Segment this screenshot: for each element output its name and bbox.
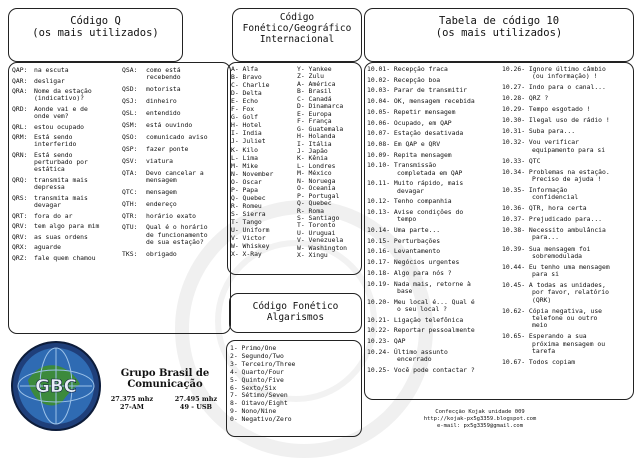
q-code-meaning: comunicado aviso: [146, 132, 208, 141]
number-item: 6- Sexto/Six: [230, 383, 277, 392]
number-item: 2- Segundo/Two: [230, 351, 284, 360]
ten-code-item: 10.35- Informação confidencial: [502, 185, 579, 202]
ten-code-item: 10.01- Recepção fraca: [367, 65, 448, 73]
ten-code-item: 10.04- OK, mensagem recebida: [367, 97, 475, 106]
ten-code-item: 10.37- Prejudicado para...: [502, 215, 603, 224]
q-code: QAP:: [12, 66, 28, 74]
ten-code-item: 10.67- Todos copiam: [502, 357, 576, 366]
q-code: QRS:: [12, 193, 28, 202]
number-item: 3- Terceiro/Three: [230, 359, 296, 368]
phonetic-item: X- X-Ray: [231, 250, 262, 259]
q-code-meaning: obrigado: [146, 249, 177, 258]
q-code-meaning: Aonde vai e de onde vem?: [34, 104, 88, 121]
number-item: 0- Negativo/Zero: [230, 415, 292, 424]
ten-code-item: 10.18- Algo para nós ?: [367, 268, 452, 277]
q-code: QTR:: [122, 211, 138, 220]
q-code: QSM:: [122, 120, 138, 129]
q-code: QTC:: [122, 187, 138, 196]
ten-code-item: 10.38- Necessito ambulância para...: [502, 226, 606, 242]
ten-code-item: 10.15- Perturbações: [367, 236, 441, 245]
phonetic-item: G- Guatemala: [297, 124, 344, 133]
phonetic-item: I- India: [231, 129, 262, 138]
phonetic-item: V- Victor: [231, 234, 266, 243]
ten-code-item: 10.12- Tenho companhia: [367, 197, 452, 206]
q-code-meaning: transmita mais devagar: [34, 193, 88, 210]
ten-code-item: 10.28- QRZ ?: [502, 94, 549, 103]
number-item: 8- Oitavo/Eight: [230, 399, 288, 408]
ten-code-item: 10.20- Meu local é... Qual é o seu local ?: [367, 297, 475, 313]
ten-code-item: 10.25- Você pode contactar ?: [367, 365, 475, 374]
q-code-meaning: endereço: [146, 199, 177, 208]
ten-code-item: 10.02- Recepção boa: [367, 75, 441, 84]
footer-blog-link[interactable]: http://kojak-px5g3359.blogspot.com: [423, 415, 537, 422]
ten-code-item: 10.16- Levantamento: [367, 247, 441, 256]
q-code-meaning: dinheiro: [146, 97, 177, 106]
q-code: QSO:: [122, 132, 138, 141]
phonetic-item: S- Santiago: [297, 214, 340, 222]
q-code-meaning: motorista: [146, 85, 181, 94]
phonetic-item: V- Venezuela: [297, 236, 344, 245]
phonetic-item: T- Tango: [231, 217, 262, 226]
number-item: 7- Sétimo/Seven: [230, 391, 288, 400]
q-code-meaning: na escuta: [34, 66, 69, 74]
ten-code-item: 10.36- QTR, hora certa: [502, 204, 587, 213]
ten-code-item: 10.32- Vou verificar equipamento para si: [502, 138, 606, 154]
footer-author: Confecção Kojak unidade 009: [435, 409, 525, 415]
q-code-meaning: fazer ponte: [146, 144, 189, 153]
ten-code-item: 10.21- Ligação telefônica: [367, 315, 464, 324]
q-code-meaning: aguarde: [34, 243, 61, 252]
ten-code-item: 10.14- Uma parte...: [367, 226, 441, 234]
phonetic-item: K- Kênia: [297, 154, 328, 163]
q-code: QRQ:: [12, 176, 28, 184]
phonetic-item: B- Bravo: [231, 73, 262, 82]
ten-code-item: 10.22- Reportar pessoalmente: [367, 326, 475, 335]
gbc-globe-logo: [10, 340, 102, 432]
phonetic-item: W- Washington: [297, 243, 348, 252]
ten-code-item: 10.33- QTC: [502, 156, 541, 165]
phonetic-item: R- Roma: [297, 206, 324, 215]
ten-code-item: 10.08- Em QAP e QRV: [367, 139, 441, 148]
group-name: Grupo Brasil de Comunicação: [120, 368, 210, 390]
q-code: QSP:: [122, 144, 138, 153]
q-code-meaning: mensagem: [146, 187, 177, 196]
phonetic-item: J- Juliet: [231, 137, 266, 146]
q-code-meaning: Nome da estação (indicativo)?: [34, 87, 92, 103]
phonetic-item: R- Romeu: [231, 201, 262, 210]
ten-code-item: 10.65- Esperando a sua próxima mensagem ou tarefa: [502, 332, 606, 355]
ten-code-item: 10.06- Ocupado, em QAP: [367, 118, 452, 127]
ten-code-item: 10.05- Repetir mensagem: [367, 107, 456, 116]
phonetic-item: L- Londres: [297, 161, 336, 170]
ten-code-item: 10.30- Ilegal uso de rádio !: [502, 116, 610, 125]
q-code: QSL:: [122, 109, 138, 117]
q-code: TKS:: [122, 249, 138, 258]
q-code: QSJ:: [122, 97, 138, 106]
ten-code-item: 10.44- Eu tenho uma mensagem para si: [502, 262, 610, 279]
q-code-meaning: Está sendo perturbado por estática: [34, 150, 88, 174]
ten-code-item: 10.09- Repita mensagem: [367, 150, 452, 159]
phonetic-item: X- Xingu: [297, 251, 328, 260]
number-item: 1- Primo/One: [230, 344, 277, 352]
q-code: QRZ:: [12, 253, 28, 262]
ten-code-item: 10.29- Tempo esgotado !: [502, 105, 591, 114]
footer-email[interactable]: e-mail: px5g3359@gmail.com: [436, 422, 524, 429]
q-code-meaning: Devo cancelar a mensagem: [146, 168, 204, 184]
q-code-meaning: viatura: [146, 156, 173, 165]
q-code: QTU:: [122, 223, 138, 232]
ten-code-item: 10.07- Estação desativada: [367, 129, 464, 138]
q-code: QRV:: [12, 232, 28, 241]
phonetic-item: A- Alfa: [231, 65, 258, 73]
phonetic-item: K- Kilo: [231, 145, 258, 154]
phonetic-item: I- Itália: [297, 139, 332, 148]
q-code: QSD:: [122, 85, 138, 94]
ten-code-item: 10.34- Problemas na estação. Preciso de ajuda !: [502, 167, 610, 183]
numbers-title: Código Fonético Algarismos: [252, 301, 339, 323]
phonetic-item: L- Lima: [231, 153, 258, 162]
ten-code-item: 10.39- Sua mensagem foi sobremodulada: [502, 244, 591, 260]
phonetic-item: T- Toronto: [297, 221, 336, 230]
q-code-meaning: tem algo para mim: [34, 222, 100, 231]
logo-text: GBC: [35, 376, 77, 397]
phonetic-item: E- Echo: [231, 97, 258, 106]
q-code-meaning: está ouvindo: [146, 120, 193, 129]
phonetic-item: F- Fox: [231, 105, 255, 114]
ten-code-item: 10.27- Indo para o canal...: [502, 83, 606, 92]
q-code-meaning: entendido: [146, 109, 181, 117]
number-item: 5- Quinto/Five: [230, 375, 284, 384]
ten-code-item: 10.45- A todas as unidades, por favor, relatório (QRK): [502, 281, 609, 304]
phonetic-item: Z- Zulu: [297, 72, 324, 81]
phonetic-item: D- Dinamarca: [297, 102, 344, 111]
phonetic-item: E- Europa: [297, 109, 332, 118]
phonetic-title: Código Fonético/Geográfico Internacional: [242, 12, 352, 45]
q-code-meaning: fale quem chamou: [34, 253, 96, 262]
q-code-meaning: transmita mais depressa: [34, 176, 88, 192]
ten-code-item: 10.23- QAP: [367, 336, 406, 345]
footer-credits: [380, 409, 580, 429]
ten-code-item: 10.11- Muito rápido, mais devagar: [367, 179, 464, 195]
phonetic-item: G- Golf: [231, 113, 258, 122]
ten-code-item: 10.31- Suba para...: [502, 127, 576, 136]
q-code: QSA:: [122, 66, 138, 74]
q-code-meaning: as suas ordens: [34, 232, 88, 241]
phonetic-item: Q- Quebec: [297, 199, 332, 208]
phonetic-item: C- Charlie: [231, 81, 270, 90]
phonetic-item: N- Noruega: [297, 176, 336, 185]
phonetic-item: U- Uniform: [231, 226, 270, 234]
ten-code-title: Tabela de código 10 (os mais utilizados): [435, 15, 563, 39]
phonetic-item: F- França: [297, 117, 332, 126]
ten-code-item: 10.24- Último assunto encerrado: [367, 347, 448, 363]
phonetic-item: M- México: [297, 169, 332, 178]
phonetic-item: H- Hotel: [231, 121, 262, 130]
phonetic-item: A- América: [297, 79, 336, 88]
q-code: QRT:: [12, 211, 28, 220]
phonetic-item: C- Canadá: [297, 94, 332, 103]
q-code-meaning: desligar: [34, 76, 65, 85]
q-code: QRV:: [12, 222, 28, 231]
q-code-meaning: estou ocupado: [34, 122, 85, 131]
phonetic-item: N- November: [231, 169, 274, 178]
ten-code-item: 10.17- Negócios urgentes: [367, 258, 460, 267]
phonetic-item: O- Oscar: [231, 177, 262, 186]
q-code: QTH:: [122, 199, 138, 208]
ten-code-item: 10.62- Cópia negativa, use telefone ou outro meio: [502, 306, 603, 330]
q-code: QRX:: [12, 243, 28, 252]
phonetic-item: P- Portugal: [297, 191, 340, 200]
q-code-meaning: fora do ar: [34, 211, 73, 220]
phonetic-item: Q- Quebec: [231, 193, 266, 202]
q-code: QRM:: [12, 133, 28, 142]
ten-code-item: 10.03- Parar de transmitir: [367, 86, 468, 95]
phonetic-item: Y- Yankee: [297, 65, 332, 73]
ten-code-item: 10.13- Avise condições do tempo: [367, 208, 464, 224]
q-code-title: Código Q (os mais utilizados): [32, 15, 159, 39]
phonetic-item: H- Holanda: [297, 132, 336, 141]
q-code: QTA:: [122, 168, 138, 177]
phonetic-item: B- Brasil: [297, 87, 332, 96]
phonetic-item: P- Papa: [231, 185, 258, 194]
phonetic-item: J- Japão: [297, 146, 328, 155]
q-code-meaning: Está sendo interferido: [34, 133, 77, 149]
frequency-usb: 27.495 mhz 49 - USB: [174, 395, 218, 411]
frequency-am: 27.375 mhz 27-AM: [110, 395, 154, 411]
ten-code-item: 10.26- Ignore último câmbio (ou informação) !: [502, 65, 606, 81]
q-code: QRA:: [12, 87, 28, 95]
phonetic-item: U- Uruguai: [297, 228, 336, 237]
phonetic-item: W- Whiskey: [231, 242, 270, 251]
number-item: 9- Nono/Nine: [230, 407, 277, 416]
phonetic-item: O- Oceania: [297, 184, 336, 193]
q-code: QRD:: [12, 104, 28, 113]
number-item: 4- Quarto/Four: [230, 367, 284, 376]
phonetic-item: D- Delta: [231, 89, 262, 98]
ten-code-item: 10.10- Transmissão completada em QAP: [367, 161, 463, 177]
q-code-meaning: como está recebendo: [146, 66, 181, 82]
phonetic-item: S- Sierra: [231, 209, 266, 218]
q-code-meaning: horário exato: [146, 211, 197, 220]
q-code: QRN:: [12, 150, 28, 159]
q-code: QAR:: [12, 76, 28, 85]
q-code-meaning: Qual é o horário de funcionamento de sua estação?: [146, 223, 208, 246]
phonetic-item: M- Mike: [231, 161, 258, 170]
q-code: QSV:: [122, 156, 138, 165]
q-code: QRL:: [12, 122, 28, 131]
ten-code-item: 10.19- Nada mais, retorne à base: [367, 279, 471, 295]
